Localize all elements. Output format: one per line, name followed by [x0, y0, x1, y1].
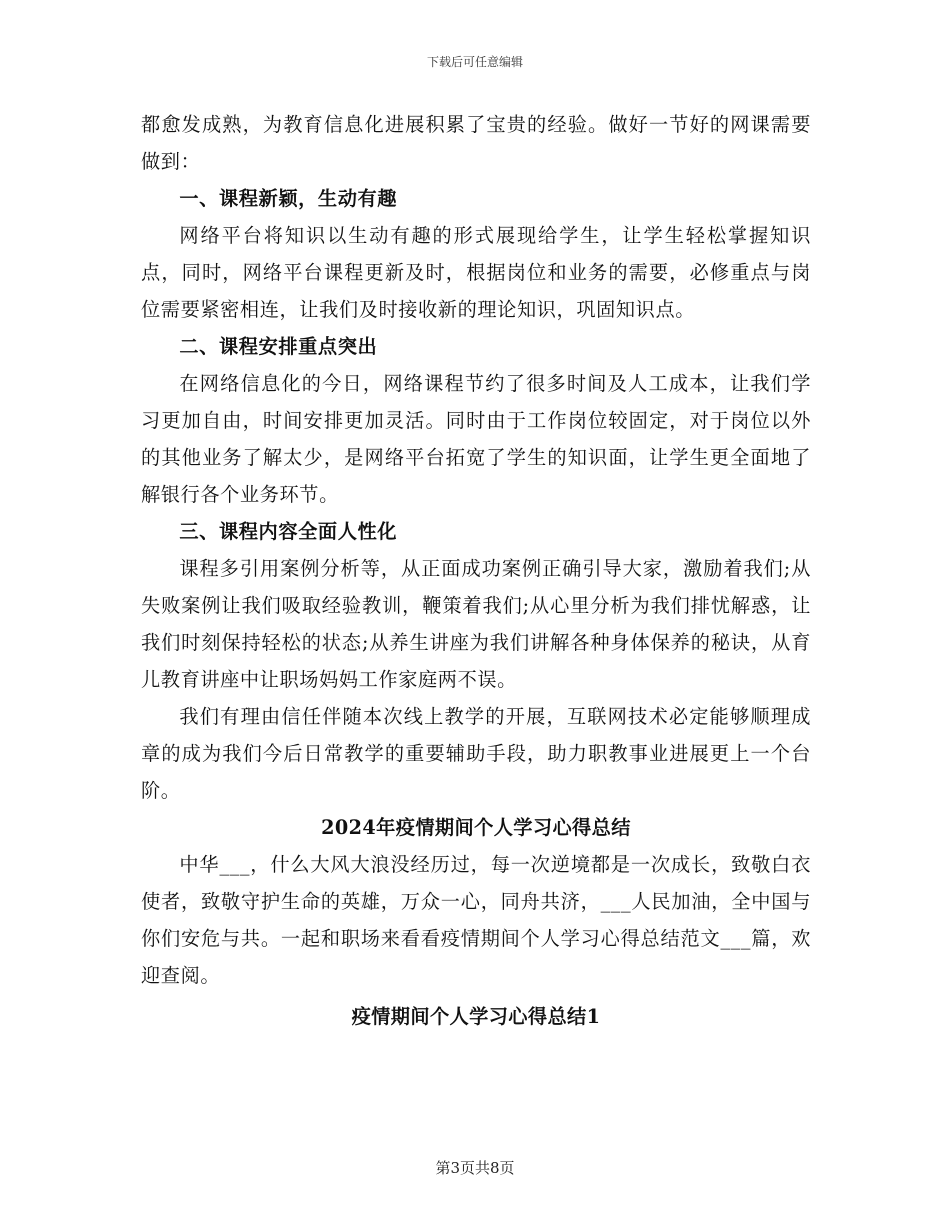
document-body — [141, 106, 811, 1035]
section-heading-3: 三、课程内容全面人性化 — [179, 520, 398, 543]
article-title: 2024年疫情期间个人学习心得总结 — [321, 816, 631, 839]
page-header: 下载后可任意编辑 — [426, 55, 523, 69]
section-heading-1: 一、课程新颖，生动有趣 — [179, 187, 398, 210]
section-paragraph-2: 在网络信息化的今日，网络课程节约了很多时间及人工成本，让我们学习更加自由，时间安排更加灵活。同时由于工作岗位较固定，对于岗位以外的其他业务了解太少，是网络平台拓宽了学生的知识面，让学生更全面地了解银行各个业务环节。 — [141, 372, 811, 506]
intro-continuation: 都愈发成熟，为教育信息化进展积累了宝贵的经验。做好一节好的网课需要做到： — [141, 113, 811, 173]
section-paragraph-1: 网络平台将知识以生动有趣的形式展现给学生，让学生轻松掌握知识点，同时，网络平台课程更新及时，根据岗位和业务的需要，必修重点与岗位需要紧密相连，让我们及时接收新的理论知识，巩固知识点。 — [141, 224, 811, 321]
page-number: 第3页共8页 — [435, 1159, 515, 1177]
article-subtitle: 疫情期间个人学习心得总结1 — [351, 1005, 601, 1028]
section-heading-2: 二、课程安排重点突出 — [179, 335, 378, 358]
closing-paragraph: 我们有理由信任伴随本次线上教学的开展，互联网技术必定能够顺理成章的成为我们今后日常教学的重要辅助手段，助力职教事业进展更上一个台阶。 — [141, 705, 811, 802]
article-intro-paragraph: 中华___，什么大风大浪没经历过，每一次逆境都是一次成长，致敬白衣使者，致敬守护生命的英雄，万众一心，同舟共济，___人民加油，全中国与你们安危与共。一起和职场来看看疫情期间个人学习心得总结范文___篇，欢迎查阅。 — [141, 853, 811, 987]
section-paragraph-3: 课程多引用案例分析等，从正面成功案例正确引导大家，激励着我们;从失败案例让我们吸取经验教训，鞭策着我们;从心里分析为我们排忧解惑，让我们时刻保持轻松的状态;从养生讲座为我们讲解各种身体保养的秘诀，从育儿教育讲座中让职场妈妈工作家庭两不误。 — [141, 557, 811, 691]
